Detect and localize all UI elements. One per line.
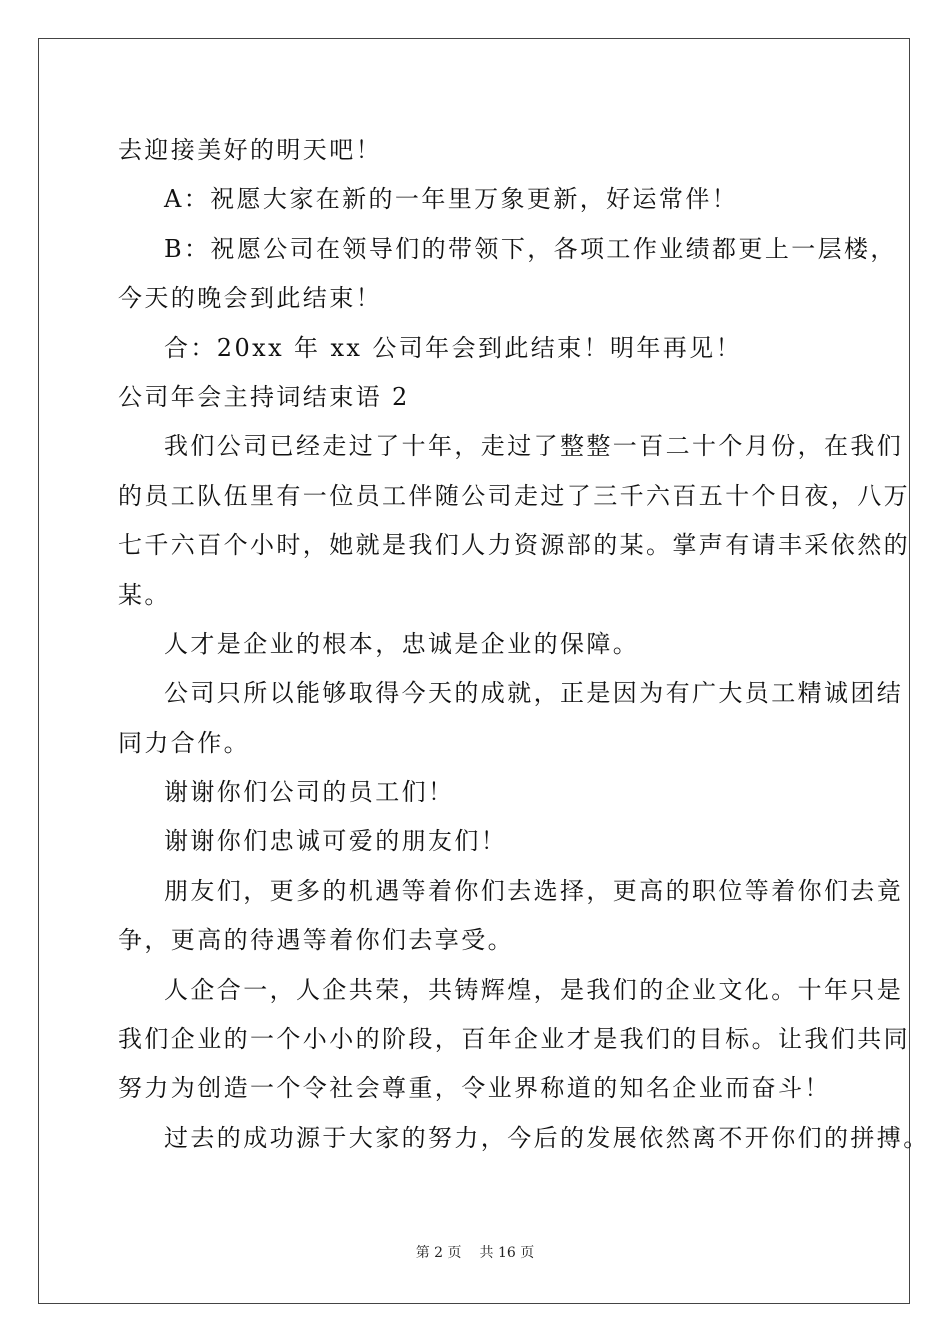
text-line: 我们企业的一个小小的阶段，百年企业才是我们的目标。让我们共同 xyxy=(118,1025,910,1054)
page-number: 第 2 页 xyxy=(415,1245,462,1261)
text-line: 去迎接美好的明天吧！ xyxy=(118,136,382,164)
text-line: 人企合一，人企共荣，共铸辉煌，是我们的企业文化。十年只是 xyxy=(164,975,904,1004)
document-body xyxy=(118,126,930,1163)
text-line: 今天的晚会到此结束！ xyxy=(118,284,382,313)
page-footer xyxy=(0,1243,950,1263)
text-line: 公司只所以能够取得今天的成就，正是因为有广大员工精诚团结 xyxy=(164,679,904,708)
text-line: 努力为创造一个令社会尊重，令业界称道的知名企业而奋斗！ xyxy=(118,1074,831,1103)
text-line: 过去的成功源于大家的努力，今后的发展依然离不开你们的拼搏。 xyxy=(164,1123,930,1152)
text-line: 同力合作。 xyxy=(118,728,250,757)
total-pages: 共 16 页 xyxy=(479,1245,535,1261)
text-line: A：祝愿大家在新的一年里万象更新，好运常伴！ xyxy=(164,185,739,214)
text-line: 七千六百个小时，她就是我们人力资源部的某。掌声有请丰采依然的 xyxy=(118,531,910,560)
text-line: B：祝愿公司在领导们的带领下，各项工作业绩都更上一层楼， xyxy=(164,234,897,263)
text-line: 某。 xyxy=(118,580,171,609)
section-heading: 公司年会主持词结束语 2 xyxy=(118,382,410,411)
text-line: 的员工队伍里有一位员工伴随公司走过了三千六百五十个日夜，八万 xyxy=(118,481,910,510)
text-line: 争，更高的待遇等着你们去享受。 xyxy=(118,926,514,955)
text-line: 谢谢你们忠诚可爱的朋友们！ xyxy=(164,827,508,856)
text-line: 朋友们，更多的机遇等着你们去选择，更高的职位等着你们去竟 xyxy=(164,876,904,905)
text-line: 谢谢你们公司的员工们！ xyxy=(164,778,455,807)
text-line: 我们公司已经走过了十年，走过了整整一百二十个月份，在我们 xyxy=(164,432,904,461)
text-line: 合：20xx 年 xx 公司年会到此结束！明年再见！ xyxy=(164,333,742,362)
text-line: 人才是企业的根本，忠诚是企业的保障。 xyxy=(164,629,640,658)
